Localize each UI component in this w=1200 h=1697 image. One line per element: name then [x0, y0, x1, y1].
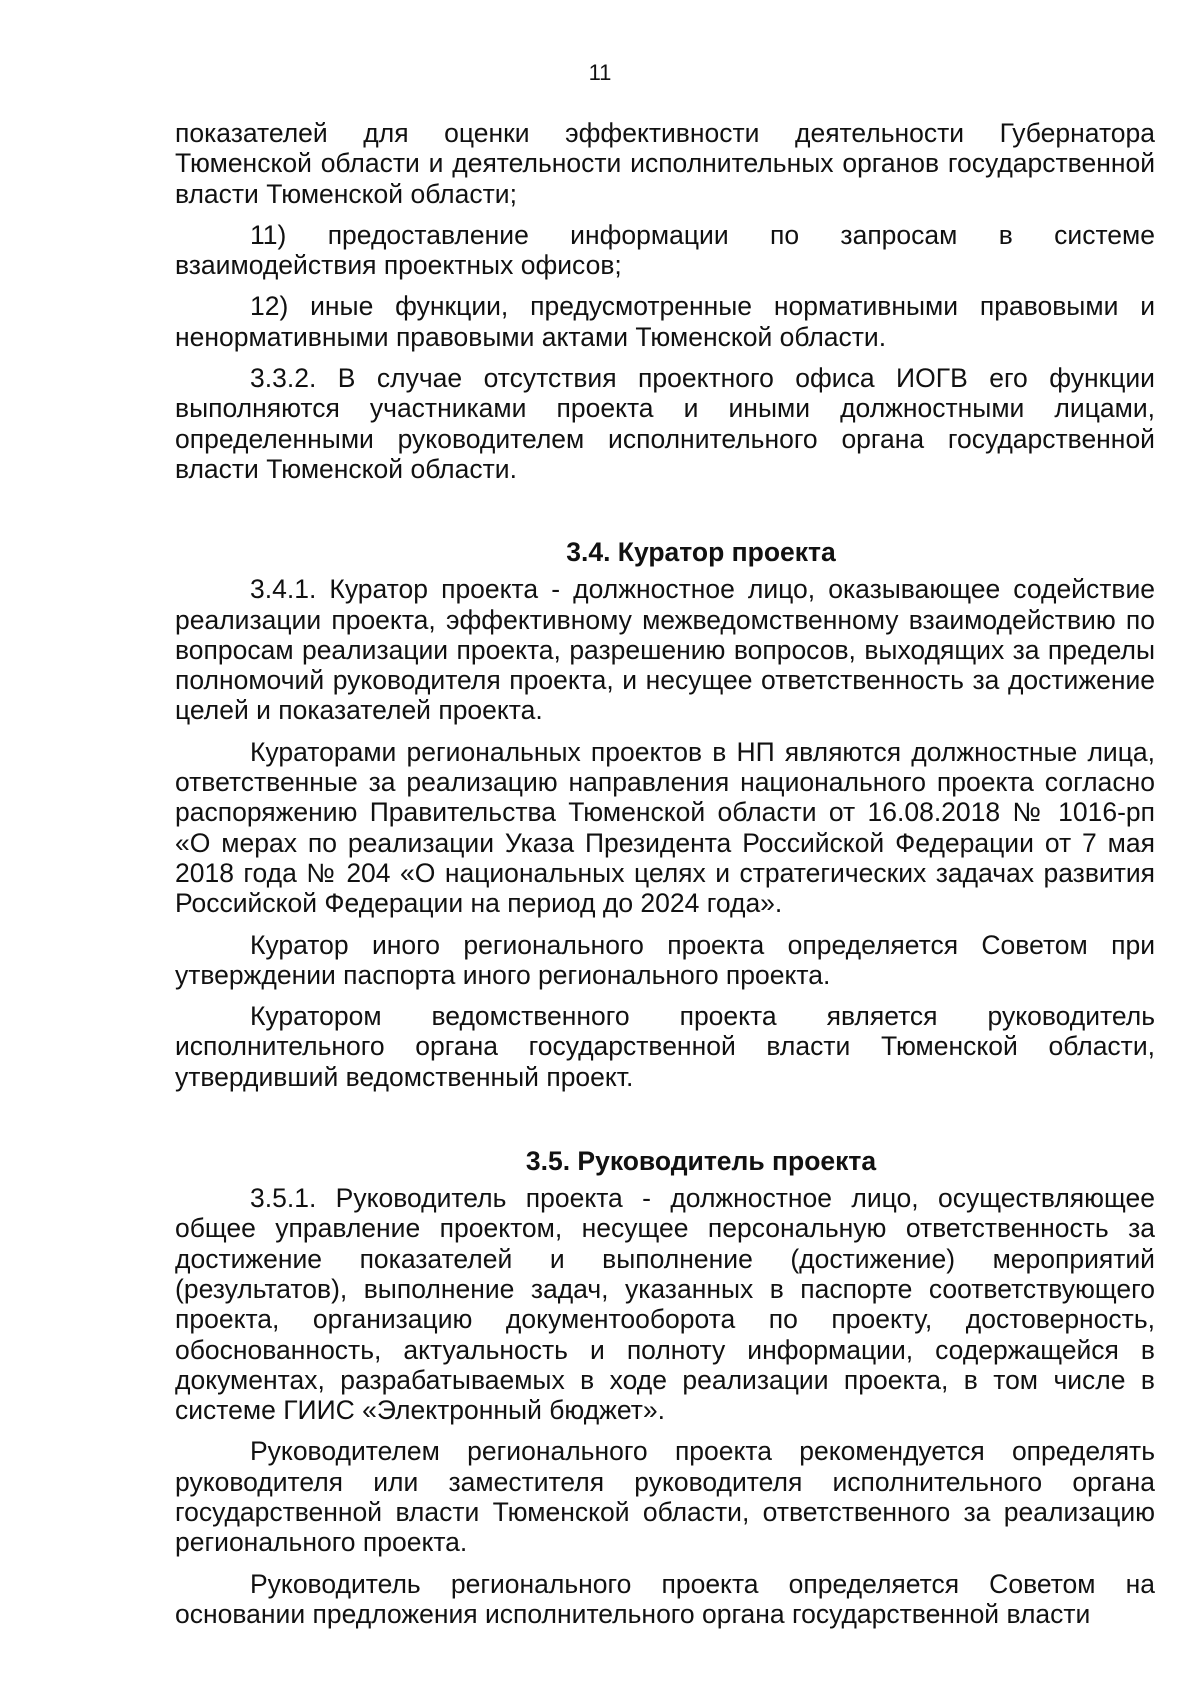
- paragraph-departmental-curator: Куратором ведомственного проекта является руководитель исполнительного органа государственной власти Тюменской области, утвердивший ведомственный проект.: [175, 1001, 1155, 1092]
- section-heading-3-4: 3.4. Куратор проекта: [566, 537, 836, 568]
- document-body: [175, 118, 1155, 1640]
- section-spacer: [175, 495, 1155, 537]
- paragraph-continued: показателей для оценки эффективности деятельности Губернатора Тюменской области и деятельности исполнительных органов государственной власти Тюменской области;: [175, 118, 1155, 209]
- paragraph-regional-head-appointment: Руководитель регионального проекта определяется Советом на основании предложения исполнительного органа государственной власти: [175, 1568, 1155, 1629]
- list-item-11: 11) предоставление информации по запросам в системе взаимодействия проектных офисов;: [175, 219, 1155, 281]
- paragraph-3-5-1: 3.5.1. Руководитель проекта - должностное лицо, осуществляющее общее управление проектом, несущее персональную ответственность за достижение показателей и выполнение (достижение) мероприятий (результатов), выполнение задач, указанных в паспорте соответствующего проекта, организацию документооборота по проекту, достоверность, обоснованность, актуальность и полноту информации, содержащейся в документах, разрабатываемых в ходе реализации проекта, в том числе в системе ГИИС «Электронный бюджет».: [175, 1183, 1155, 1426]
- paragraph-3-3-2: 3.3.2. В случае отсутствия проектного офиса ИОГВ его функции выполняются участниками проекта и иными должностными лицами, определенными руководителем исполнительного органа государственной власти Тюменской области.: [175, 363, 1155, 484]
- paragraph-other-curator: Куратор иного регионального проекта определяется Советом при утверждении паспорта иного регионального проекта.: [175, 929, 1155, 990]
- section-heading-3-5: 3.5. Руководитель проекта: [525, 1146, 877, 1177]
- paragraph-regional-curators: Кураторами региональных проектов в НП являются должностные лица, ответственные за реализацию направления национального проекта согласно распоряжению Правительства Тюменской области от 16.08.2018 № 1016-рп «О мерах по реализации Указа Президента Российской Федерации от 7 мая 2018 года № 204 «О национальных целях и стратегических задачах развития Российской Федерации на период до 2024 года».: [175, 736, 1155, 919]
- paragraph-3-4-1: 3.4.1. Куратор проекта - должностное лицо, оказывающее содействие реализации проекта, эффективному межведомственному взаимодействию по вопросам реализации проекта, разрешению вопросов, выходящих за пределы полномочий руководителя проекта, и несущее ответственность за достижение целей и показателей проекта.: [175, 574, 1155, 726]
- paragraph-regional-head-recommendation: Руководителем регионального проекта рекомендуется определять руководителя или заместителя руководителя исполнительного органа государственной власти Тюменской области, ответственного за реализацию регионального проекта.: [175, 1436, 1155, 1558]
- list-item-12: 12) иные функции, предусмотренные нормативными правовыми и ненормативными правовыми актами Тюменской области.: [175, 291, 1155, 352]
- section-spacer: [175, 1103, 1155, 1146]
- page-number: 11: [588, 60, 612, 85]
